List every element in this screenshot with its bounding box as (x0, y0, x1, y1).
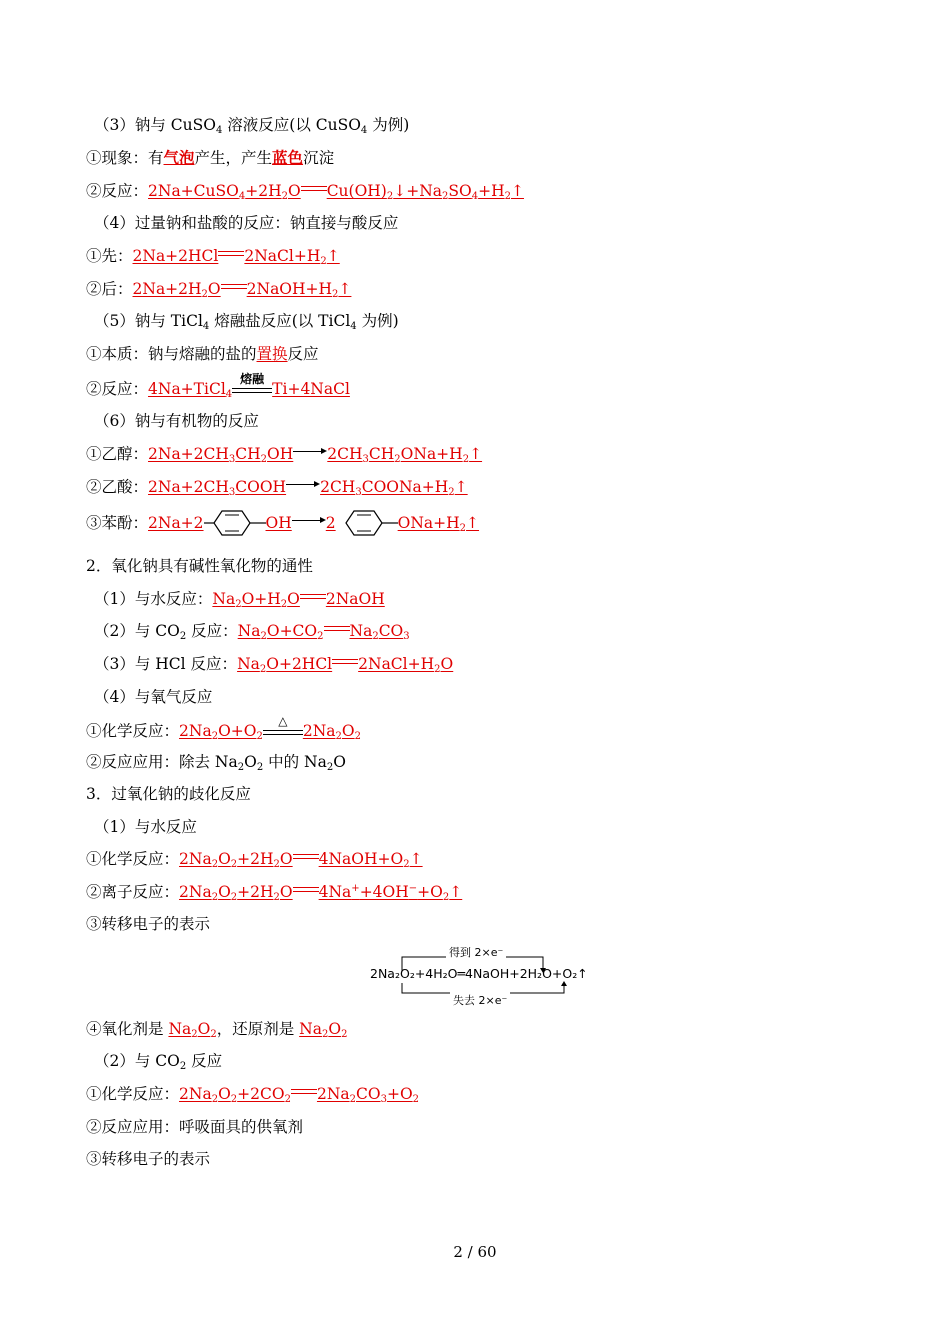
section-na2o2: 3．过氧化钠的歧化反应 (86, 785, 251, 803)
electron-transfer-heading-2: ③转移电子的表示 (86, 1150, 211, 1168)
heading-ticl4: （5）钠与 TiCl$_4$ 熔融盐反应(以 TiCl$_4$ 为例) (94, 312, 399, 332)
reaction-na2o-oxygen: ①化学反应：$2Na_2O+O_2$ △ $2Na_2O_2$ (86, 714, 361, 742)
benzene-ring-icon (204, 508, 266, 538)
application-line: ②反应应用：除去 $Na_2O_2$ 中的 $Na_2O$ (86, 753, 346, 773)
heading-water: （1）与水反应 (94, 818, 197, 836)
application-oxygen-supply: ②反应应用：呼吸面具的供氧剂 (86, 1118, 304, 1136)
heading-co2: （2）与 $CO_2$ 反应 (94, 1052, 223, 1072)
answer-blue: 蓝色 (272, 148, 304, 167)
reaction-phenol: ③苯酚：2Na+2 OH 2 $ONa+H_2↑$ (86, 508, 479, 538)
essence-line: ①本质：钠与熔融的盐的置换反应 (86, 345, 319, 363)
heading-hcl: （4）过量钠和盐酸的反应：钠直接与酸反应 (94, 214, 399, 232)
lose-electron-label: 失去 2×e⁻ (450, 992, 510, 1008)
heading-organics: （6）钠与有机物的反应 (94, 412, 259, 430)
answer-displacement: 置换 (256, 345, 288, 363)
reaction-na2o-water: （1）与水反应：$Na_2O+H_2O$ 2NaOH (94, 590, 385, 610)
answer-bubbles: 气泡 (163, 148, 195, 167)
oxidant-reductant-line: ④氧化剂是 $Na_2O_2$，还原剂是 $Na_2O_2$ (86, 1020, 348, 1040)
reaction-cuso4: ②反应：$2Na+CuSO_4+2H_2O$ $Cu(OH)_2↓+Na_2SO_4+H_2↑$ (86, 182, 524, 202)
gain-electron-label: 得到 2×e⁻ (446, 944, 506, 960)
section-na2o: 2．氧化钠具有碱性氧化物的通性 (86, 557, 313, 575)
reaction-ethanol: ①乙醇：$2Na+2CH_3CH_2OH$ $2CH_3CH_2ONa+H_2↑$ (86, 445, 483, 465)
reaction-na2o2-co2: ①化学反应：$2Na_2O_2+2CO_2$ $2Na_2CO_3+O_2$ (86, 1085, 420, 1105)
phenomenon-line: ①现象：有气泡产生，产生蓝色沉淀 (86, 148, 335, 167)
heading-oxygen: （4）与氧气反应 (94, 688, 213, 706)
reaction-hcl-first: ①先：2Na+2HCl $2NaCl+H_2↑$ (86, 247, 340, 267)
melting-condition: 熔融 (232, 376, 272, 396)
reaction-na2o-hcl: （3）与 HCl 反应：$Na_2O+2HCl$ $2NaCl+H_2O$ (94, 655, 454, 675)
reaction-na2o2-water: ①化学反应：$2Na_2O_2+2H_2O$ $4NaOH+O_2↑$ (86, 850, 423, 870)
right-arrow-icon (286, 480, 320, 490)
right-arrow-icon (293, 447, 327, 457)
right-arrow-icon (292, 516, 326, 526)
heading-cuso4: （3）钠与 CuSO$_4$ 溶液反应(以 CuSO$_4$ 为例) (94, 116, 410, 136)
benzene-ring-icon (336, 508, 398, 538)
electron-transfer-diagram (366, 944, 586, 1010)
page-number: 2 / 60 (453, 1243, 497, 1261)
electron-transfer-heading: ③转移电子的表示 (86, 915, 211, 933)
reaction-na2o-co2: （2）与 $CO_2$ 反应：$Na_2O+CO_2$ $Na_2CO_3$ (94, 622, 410, 642)
ionic-reaction-na2o2: ②离子反应：$2Na_2O_2+2H_2O$ $4Na^++4OH^-+O_2↑$ (86, 883, 463, 903)
transfer-equation: 2Na₂O₂+4H₂O═4NaOH+2H₂O+O₂↑ (370, 966, 588, 981)
reaction-hcl-after: ②后：$2Na+2H_2O$ $2NaOH+H_2↑$ (86, 280, 352, 300)
reaction-acetic-acid: ②乙酸：$2Na+2CH_3COOH$ $2CH_3COONa+H_2↑$ (86, 478, 468, 498)
reaction-ticl4: ②反应：4Na+TiCl$_4$ 熔融 Ti+4NaCl (86, 372, 350, 400)
heat-condition: △ (263, 718, 303, 738)
